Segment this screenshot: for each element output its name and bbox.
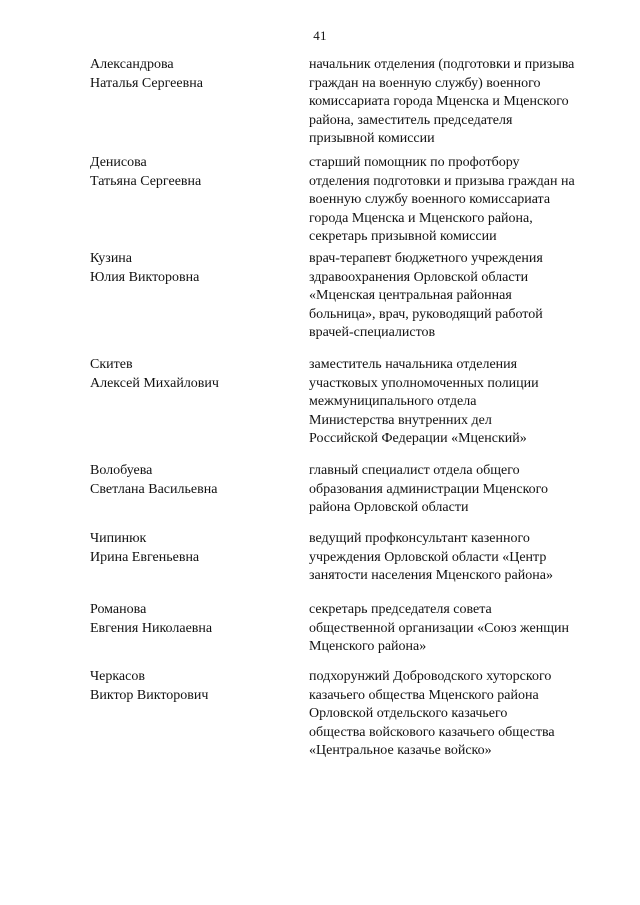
member-name xyxy=(90,462,290,499)
member-surname: Денисова xyxy=(90,155,147,170)
member-position xyxy=(309,601,609,657)
member-position xyxy=(309,154,609,247)
member-given-name: Наталья Сергеевна xyxy=(90,75,203,91)
position-line: граждан на военную службу) военного xyxy=(309,75,541,91)
position-line: врач-терапевт бюджетного учреждения xyxy=(309,251,543,266)
position-line: Российской Федерации «Мценский» xyxy=(309,431,527,447)
position-line: межмуниципального отдела xyxy=(309,394,477,410)
position-line: «Центральное казачье войско» xyxy=(309,743,492,759)
position-line: старший помощник по профотбору xyxy=(309,155,520,170)
position-line: учреждения Орловской области «Центр xyxy=(309,549,547,565)
position-line: Орловской отдельского казачьего xyxy=(309,706,508,722)
position-line: общественной организации «Союз женщин xyxy=(309,620,569,636)
position-line: призывной комиссии xyxy=(309,131,435,147)
position-line: города Мценска и Мценского района, xyxy=(309,210,533,226)
position-line: комиссариата города Мценска и Мценского xyxy=(309,94,569,110)
member-name xyxy=(90,56,290,93)
member-position xyxy=(309,462,609,518)
position-line: секретарь председателя совета xyxy=(309,602,492,617)
member-surname: Волобуева xyxy=(90,463,153,478)
member-position xyxy=(309,56,609,149)
position-line: района Орловской области xyxy=(309,500,469,516)
position-line: начальник отделения (подготовки и призыва xyxy=(309,57,575,72)
position-line: подхорунжий Доброводского хуторского xyxy=(309,669,552,684)
position-line: врачей-специалистов xyxy=(309,325,436,341)
member-position xyxy=(309,668,609,761)
member-given-name: Ирина Евгеньевна xyxy=(90,549,200,565)
member-surname: Романова xyxy=(90,602,147,617)
position-line: секретарь призывной комиссии xyxy=(309,229,497,245)
position-line: района, заместитель председателя xyxy=(309,112,513,128)
position-line: отделения подготовки и призыва граждан на xyxy=(309,173,575,189)
position-line: военную службу военного комиссариата xyxy=(309,192,551,208)
member-given-name: Алексей Михайлович xyxy=(90,375,219,391)
position-line: заместитель начальника отделения xyxy=(309,357,518,372)
member-surname: Александрова xyxy=(90,57,174,72)
position-line: Министерства внутренних дел xyxy=(309,412,492,428)
member-given-name: Светлана Васильевна xyxy=(90,481,218,497)
member-given-name: Евгения Николаевна xyxy=(90,620,213,636)
position-line: главный специалист отдела общего xyxy=(309,463,520,478)
position-line: казачьего общества Мценского района xyxy=(309,687,539,703)
member-name xyxy=(90,668,290,705)
member-given-name: Татьяна Сергеевна xyxy=(90,173,202,189)
position-line: ведущий профконсультант казенного xyxy=(309,531,530,546)
member-name xyxy=(90,250,290,287)
member-name xyxy=(90,356,290,393)
member-surname: Скитев xyxy=(90,357,133,372)
position-line: общества войскового казачьего общества xyxy=(309,724,555,740)
member-name xyxy=(90,601,290,638)
member-position xyxy=(309,250,609,343)
position-line: больница», врач, руководящий работой xyxy=(309,306,543,322)
member-name xyxy=(90,154,290,191)
member-name xyxy=(90,530,290,567)
position-line: здравоохранения Орловской области xyxy=(309,269,529,285)
member-given-name: Юлия Викторовна xyxy=(90,269,200,285)
position-line: образования администрации Мценского xyxy=(309,481,549,497)
member-position xyxy=(309,530,609,586)
member-position xyxy=(309,356,609,449)
position-line: занятости населения Мценского района» xyxy=(309,568,553,584)
member-given-name: Виктор Викторович xyxy=(90,687,209,703)
position-line: «Мценская центральная районная xyxy=(309,288,512,304)
page-number: 41 xyxy=(313,28,327,43)
member-surname: Кузина xyxy=(90,251,133,266)
position-line: участковых уполномоченных полиции xyxy=(309,375,539,391)
member-surname: Черкасов xyxy=(90,669,145,684)
position-line: Мценского района» xyxy=(309,639,427,655)
member-surname: Чипинюк xyxy=(90,531,147,546)
